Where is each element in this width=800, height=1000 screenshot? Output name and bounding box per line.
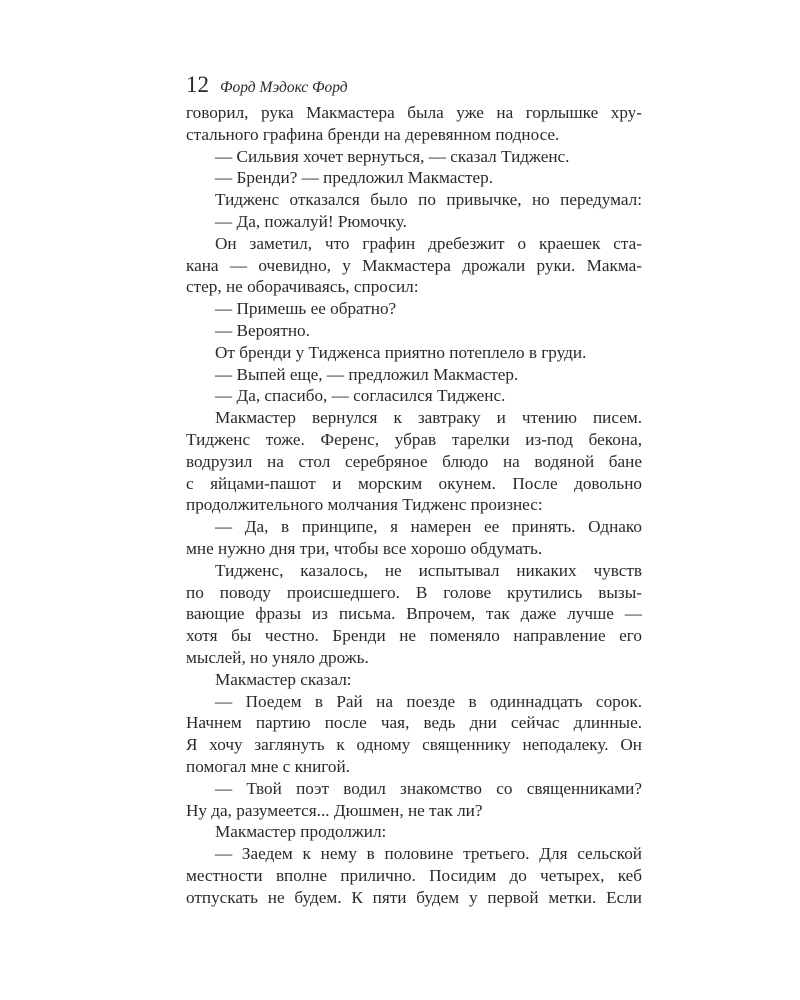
text-line: отпускать не будем. К пяти будем у первой метки. Если (186, 887, 642, 907)
text-line: — Да, спасибо, — согласился Тидженс. (215, 386, 506, 406)
text-line: местности вполне прилично. Посидим до четырех, кеб (186, 865, 642, 885)
text-line: — Сильвия хочет вернуться, — сказал Тидженс. (215, 146, 570, 166)
text-line: Ну да, разумеется... Дюшмен, не так ли? (186, 800, 483, 820)
text-line: помогал мне с книгой. (186, 756, 351, 776)
text-line: водрузил на стол серебряное блюдо на водяной бане (186, 451, 642, 471)
text-line: Тидженс, казалось, не испытывал никаких чувств (215, 560, 642, 580)
text-line: хотя бы честно. Бренди не поменяло направление его (186, 626, 642, 646)
book-page (186, 70, 642, 908)
text-line: Тидженс отказался было по привычке, но передумал: (215, 190, 642, 210)
text-line: — Заедем к нему в половине третьего. Для сельской (215, 844, 642, 864)
text-line: мыслей, но уняло дрожь. (186, 647, 369, 667)
text-line: Я хочу заглянуть к одному священнику неподалеку. Он (186, 735, 642, 755)
text-line: говорил, рука Макмастера была уже на горлышке хру- (186, 103, 642, 122)
page-number: 12 (186, 72, 209, 97)
text-line: вающие фразы из письма. Впрочем, так даже лучше — (186, 604, 642, 624)
running-head (186, 70, 642, 100)
text-line: Начнем партию после чая, ведь дни сейчас длинные. (186, 713, 642, 733)
text-line: Макмастер продолжил: (215, 822, 387, 842)
text-line: кана — очевидно, у Макмастера дрожали руки. Макма- (186, 255, 642, 275)
text-line: От бренди у Тидженса приятно потеплело в груди. (215, 342, 587, 362)
text-line: с яйцами-пашот и морским окунем. После довольно (186, 473, 642, 493)
body-text (186, 102, 642, 908)
text-line: — Бренди? — предложил Макмастер. (215, 168, 494, 188)
text-line: — Примешь ее обратно? (215, 299, 397, 319)
text-line: стального графина бренди на деревянном подносе. (186, 124, 560, 144)
text-line: Тидженс тоже. Ференс, убрав тарелки из-под бекона, (186, 429, 642, 449)
text-line: — Вероятно. (215, 320, 310, 340)
text-line: Он заметил, что графин дребезжит о краешек ста- (215, 233, 642, 253)
text-line: стер, не оборачиваясь, спросил: (186, 277, 419, 297)
text-line: продолжительного молчания Тидженс произнес: (186, 495, 543, 515)
text-line: — Да, пожалуй! Рюмочку. (215, 211, 407, 231)
text-line: мне нужно дня три, чтобы все хорошо обдумать. (186, 538, 543, 558)
text-line: Макмастер вернулся к завтраку и чтению писем. (215, 408, 642, 428)
running-head-title: Форд Мэдокс Форд (220, 79, 348, 96)
text-line: — Да, в принципе, я намерен ее принять. Однако (215, 517, 642, 537)
text-line: — Поедем в Рай на поезде в одиннадцать сорок. (215, 691, 642, 711)
text-line: по поводу происшедшего. В голове крутились вызы- (186, 582, 642, 602)
text-line: — Твой поэт водил знакомство со священниками? (215, 778, 642, 798)
text-line: — Выпей еще, — предложил Макмастер. (215, 364, 519, 384)
text-line: Макмастер сказал: (215, 669, 352, 689)
